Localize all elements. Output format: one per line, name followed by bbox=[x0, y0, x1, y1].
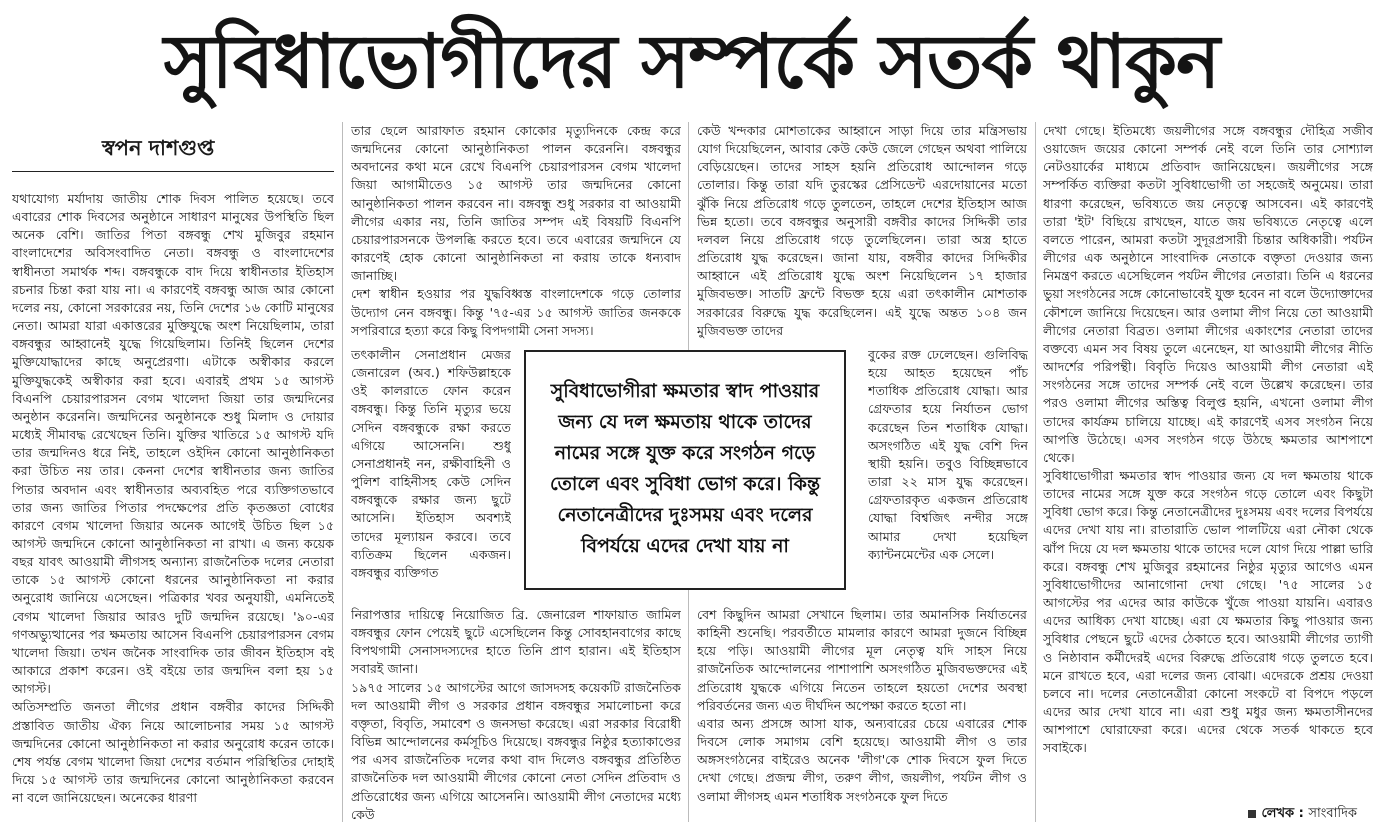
column-1 bbox=[12, 190, 334, 826]
pull-quote-text: সুবিধাভোগীরা ক্ষমতার স্বাদ পাওয়ার জন্য যে দল ক্ষমতায় থাকে তাদের নামের সঙ্গে যুক্ত করে সংগঠন গড়ে তোলে এবং সুবিধা ভোগ করে। কিন্তু নেতানেত্রীদের দুঃসময় এবং দলের বিপর্যয়ে এদের দেখা যায় না bbox=[549, 380, 821, 557]
column-2-paragraph-2: দেশ স্বাধীন হওয়ার পর যুদ্ধবিধ্বস্ত বাংলাদেশকে গড়ে তোলার উদ্যোগ নেন বঙ্গবন্ধু। কিন্তু '৭৫-এর ১৫ আগস্ট জাতির জনককে সপরিবারে হত্যা করে কিছু বিপদগামী সেনা সদস্য। bbox=[351, 286, 681, 338]
article-headline: সুবিধাভোগীদের সম্পর্কে সতর্ক থাকুন bbox=[163, 19, 1220, 105]
column-2-top bbox=[351, 122, 681, 346]
column-2-inset bbox=[351, 346, 511, 606]
column-3-top bbox=[697, 122, 1027, 346]
column-3-paragraph-3: এবার অন্য প্রসঙ্গে আসা যাক, অন্যবারের চেয়ে এবারের শোক দিবসে লোক সমাগম বেশি হয়েছে। আওয়ামী লীগ ও তার অঙ্গসংগঠনের বাইরেও অনেক 'লীগ'কে শোক দিবসে ফুল দিতে দেখা গেছে। প্রজন্ম লীগ, তরুণ লীগ, জয়লীগ, পর্যটন লীগ ও ওলামা লীগসহ এমন শতাধিক সংগঠনকে ফুল দিতে bbox=[697, 715, 1027, 804]
square-bullet-icon bbox=[1248, 810, 1256, 818]
column-1-paragraph-2: অতিসম্প্রতি জনতা লীগের প্রধান বঙ্গবীর কাদের সিদ্দিকী প্রস্তাবিত জাতীয় ঐক্য নিয়ে আলোচনার সময় ১৫ আগস্ট জন্মদিনের কোনো আনুষ্ঠানিকতা না করার অনুরোধ করেন তাকে। শেষ পর্যন্ত বেগম খালেদা জিয়া দেশের বর্তমান পরিস্থিতির দোহাই দিয়ে ১৫ আগস্ট তার জন্মদিনের কোনো আনুষ্ঠানিকতা করবেন না বলে জানিয়েছেন। অনেকের ধারণা bbox=[12, 699, 334, 806]
column-4-paragraph-2: সুবিধাভোগীরা ক্ষমতার স্বাদ পাওয়ার জন্য যে দল ক্ষমতায় থাকে তাদের নামের সঙ্গে যুক্ত করে সংগঠন গড়ে তোলে এবং কিছুটা সুবিধা ভোগ করে। কিন্তু নেতানেত্রীদের দুঃসময় এবং দলের বিপর্যয়ে এদের দেখা যায় না। রাতারাতি ভোল পালটিয়ে এরা নৌকা থেকে ঝাঁপ দিয়ে যে দল ক্ষমতায় থাকে তাদের দলে যোগ দিয়ে পাল্লা ভারি করে। বঙ্গবন্ধু শেখ মুজিবুর রহমানের নিষ্ঠুর মৃত্যুর আগেও এমন সুবিধাভোগীদের আনাগোনা দেখা গেছে। '৭৫ সালের ১৫ আগস্টের পর এদের আর কাউকে খুঁজে পাওয়া যায়নি। এবারও এদের আধিক্য দেখা যাচ্ছে। এরা যে ক্ষমতার কিছু পাওয়ার জন্য সুবিধার পেছনে ছুটে এদের ঠেকাতে হবে। আওয়ামী লীগের ত্যাগী ও নিষ্ঠাবান কর্মীদেরই এদের বিরুদ্ধে প্রতিরোধ গড়ে তুলতে হবে। মনে রাখতে হবে, এরা দলের জন্য বোঝা। এদেরকে প্রশ্রয় দেওয়া চলবে না। দলের নেতানেত্রীরা কোনো সংকটে বা বিপদে পড়লে এদের আর দেখা যাবে না। এরা শুধু মধুর জন্য ক্ষমতাসীনদের আশপাশে ঘোরাফেরা করে। এদের থেকে সতর্ক থাকতে হবে সবাইকে। bbox=[1043, 467, 1373, 756]
column-divider bbox=[342, 122, 343, 822]
column-3-inset bbox=[868, 346, 1028, 606]
column-3-bottom bbox=[697, 606, 1027, 828]
byline-divider bbox=[12, 171, 334, 172]
column-3-paragraph-2: বেশ কিছুদিন আমরা সেখানে ছিলাম। তার অমানসিক নির্যাতনের কাহিনী শুনেছি। পরবর্তীতে মামলার কারণে আমরা দুজনে বিচ্ছিন্ন হয়ে পড়ি। আওয়ামী লীগের মূল নেতৃত্ব যদি সাহস নিয়ে রাজনৈতিক আন্দোলনের পাশাপাশি অসংগঠিত মুজিবভক্তদের এই প্রতিরোধ যুদ্ধকে এগিয়ে নিতেন তাহলে হয়তো দেশের অবস্থা পরিবর্তনের জন্য এত দীর্ঘদিন অপেক্ষা করতে হতো না। bbox=[697, 607, 1027, 713]
column-2-bottom bbox=[351, 606, 681, 828]
author-label: লেখক : bbox=[1261, 806, 1304, 821]
column-2-paragraph-3: নিরাপত্তার দায়িত্বে নিয়োজিত ব্রি. জেনারেল শাফায়াত জামিল বঙ্গবন্ধুর ফোন পেয়েই ছুটে এসেছিলেন কিন্তু সোবহানবাগের কাছে বিপথগামী সেনাসদস্যদের হাতে তিনি প্রাণ হারান। এই ইতিহাস সবারই জানা। bbox=[351, 607, 681, 677]
column-2-paragraph-4: ১৯৭৫ সালের ১৫ আগস্টের আগে জাসদসহ কয়েকটি রাজনৈতিক দল আওয়ামী লীগ ও সরকার প্রধান বঙ্গবন্ধুর সমালোচনা করে বক্তৃতা, বিবৃতি, সমাবেশ ও জনসভা করেছে। এরা সরকার বিরোধী বিভিন্ন আন্দোলনের কর্মসূচিও দিয়েছে। বঙ্গবন্ধুর নিষ্ঠুর হত্যাকাণ্ডের পর এসব রাজনৈতিক দলের কথা বাদ দিলেও বঙ্গবন্ধুর প্রতিষ্ঠিত রাজনৈতিক দল আওয়ামী লীগের কোনো নেতা সেদিন প্রতিবাদ ও প্রতিরোধের জন্য এগিয়ে আসেননি। আওয়ামী লীগ নেতাদের মধ্যে কেউ bbox=[351, 679, 681, 822]
column-divider bbox=[1035, 122, 1036, 822]
pull-quote-box bbox=[524, 350, 846, 590]
column-2-inset-text: তৎকালীন সেনাপ্রধান মেজর জেনারেল (অব.) শফিউল্লাহকে ওই কালরাতে ফোন করেন বঙ্গবন্ধু। কিন্তু তিনি মৃত্যুর ভয়ে সেদিন বঙ্গবন্ধুকে রক্ষা করতে এগিয়ে আসেননি। শুধু সেনাপ্রধানই নন, রক্ষীবাহিনী ও পুলিশ বাহিনীসহ কেউ সেদিন বঙ্গবন্ধুকে রক্ষার জন্য ছুটে আসেনি। ইতিহাস অবশ্যই তাদের মূল্যায়ন করবে। তবে ব্যতিক্রম ছিলেন একজন। বঙ্গবন্ধুর ব্যক্তিগত bbox=[351, 347, 511, 580]
column-2-paragraph-1: তার ছেলে আরাফাত রহমান কোকোর মৃত্যুদিনকে কেন্দ্র করে জন্মদিনের কোনো আনুষ্ঠানিকতা পালন করেননি। বঙ্গবন্ধুর অবদানের কথা মনে রেখে বিএনপি চেয়ারপারসন বেগম খালেদা জিয়া আগামীতেও ১৫ আগস্ট তার জন্মদিনের কোনো আনুষ্ঠানিকতা পালন করবেন না। বঙ্গবন্ধু শুধু সরকার বা আওয়ামী লীগের একার নয়, তিনি জাতির সম্পদ এই বিষয়টি বিএনপি চেয়ারপারসনকে উপলব্ধি করতে হবে। তবে এবারের জন্মদিনে যে কারণেই হোক কোনো আনুষ্ঠানিকতা না করায় তাকে ধন্যবাদ জানাচ্ছি। bbox=[351, 123, 681, 284]
column-4-paragraph-1: দেখা গেছে। ইতিমধ্যে জয়লীগের সঙ্গে বঙ্গবন্ধুর দৌহিত্র সজীব ওয়াজেদ জয়ের কোনো সম্পর্ক নেই বলে তিনি তার সোশ্যাল নেটওয়ার্কের মাধ্যমে প্রতিবাদ জানিয়েছেন। জয়লীগের সঙ্গে সম্পর্কিত ব্যক্তিরা কতটা সুবিধাভোগী তা সহজেই অনুমেয়। তারা ধারণা করেছেন, ভবিষ্যতে জয় নেতৃত্বে আসবেন। এই কারণেই তারা 'ইট' বিছিয়ে রাখছেন, যাতে জয় ভবিষ্যতে নেতৃত্বে এলে বলতে পারেন, আমরা কতটা সুদূরপ্রসারী চিন্তার অধিকারী। পর্যটন লীগের এক অনুষ্ঠানে সাংবাদিক নেতাকে বক্তৃতা দেওয়ার জন্য নিমন্ত্রণ করতে এসেছিলেন পর্যটন লীগের নেতারা। তিনি এ ধরনের ভুয়া সংগঠনের সঙ্গে কোনোভাবেই যুক্ত হবেন না বলে উদ্যোক্তাদের কৌশলে জানিয়ে দিয়েছেন। আর ওলামা লীগ নিয়ে তো আওয়ামী লীগের নেতারা বিব্রত। ওলামা লীগের একাংশের নেতারা তাদের বক্তব্যে এমন সব বিষয় তুলে এনেছেন, যা আওয়ামী লীগের নীতি আদর্শের পরিপন্থী। বিবৃতি দিয়েও আওয়ামী লীগ নেতারা এই সংগঠনের সঙ্গে তাদের সম্পর্ক নেই বলে উল্লেখ করেছেন। তার পরও ওলামা লীগের অস্তিত্ব বিলুপ্ত হয়নি, এখনো ওলামা লীগ তাদের কার্যক্রম চালিয়ে যাচ্ছে। এই কারণেই এসব সংগঠন নিয়ে আপত্তি উঠেছে। এসব সংগঠন গড়ে উঠছে ক্ষমতার আশপাশে থেকে। bbox=[1043, 123, 1373, 465]
author-role: সাংবাদিক bbox=[1308, 806, 1357, 821]
column-1-paragraph-1: যথাযোগ্য মর্যাদায় জাতীয় শোক দিবস পালিত হয়েছে। তবে এবারের শোক দিবসের অনুষ্ঠানে সাধারণ মানুষের উপস্থিতি ছিল অনেক বেশি। জাতির পিতা বঙ্গবন্ধু শেখ মুজিবুর রহমান বাংলাদেশের অবিসংবাদিত নেতা। বঙ্গবন্ধু ও বাংলাদেশের স্বাধীনতা সমার্থক শব্দ। বঙ্গবন্ধুকে বাদ দিয়ে স্বাধীনতার ইতিহাস রচনার চিন্তা করা যায় না। এ কারণেই বঙ্গবন্ধু আজ আর কোনো দলের নয়, কোনো সরকারের নয়, তিনি দেশের ১৬ কোটি মানুষের নেতা। আমরা যারা একাত্তরের মুক্তিযুদ্ধে অংশ নিয়েছিলাম, তারা বঙ্গবন্ধুর আহ্বানেই যুদ্ধে গিয়েছিলাম। তিনিই ছিলেন দেশের মুক্তিযোদ্ধাদের কাছে অনুপ্রেরণা। এটাকে অস্বীকার করলে মুক্তিযুদ্ধকেই অস্বীকার করা হবে। এবারই প্রথম ১৫ আগস্ট বিএনপি চেয়ারপারসন বেগম খালেদা জিয়া তার জন্মদিনের অনুষ্ঠান করেননি। জন্মদিনের অনুষ্ঠানকে শুধু মিলাদ ও দোয়ার মধ্যেই সীমাবদ্ধ রেখেছেন তিনি। যুক্তির খাতিরে ১৫ আগস্ট যদি তার জন্মদিনও ধরে নিই, তাহলে ওইদিন কোনো আনুষ্ঠানিকতা করা উচিত নয় তার। কেননা দেশের স্বাধীনতার জন্য জাতির পিতার অবদান এবং স্বাধীনতার অব্যবহিত পরে ব্যক্তিগতভাবে তার জন্য জাতির পিতার পদক্ষেপের প্রতি কৃতজ্ঞতা বোধের কারণে বেগম খালেদা জিয়ার অনেক আগেই উচিত ছিল ১৫ আগস্ট জন্মদিনে কোনো আনুষ্ঠানিকতা না রাখা। এ জন্য কয়েক বছর যাবৎ আওয়ামী লীগসহ অন্যান্য রাজনৈতিক দলের নেতারা তাকে ১৫ আগস্ট কোনো ধরনের আনুষ্ঠানিকতা না করার অনুরোধ জানিয়ে এসেছেন। পত্রিকার খবর অনুযায়ী, এমনিতেই বেগম খালেদা জিয়ার আরও দুটি জন্মদিন রয়েছে। '৯০-এর গণঅভ্যুত্থানের পর ক্ষমতায় আসেন বিএনপি চেয়ারপারসন বেগম খালেদা জিয়া। তখন জনৈক সাংবাদিক তার জীবন ইতিহাস বই আকারে প্রকাশ করেন। ওই বইয়ে তার জন্মদিন বলা হয় ১৫ আগস্ট। bbox=[12, 191, 334, 697]
column-3-inset-text: বুকের রক্ত ঢেলেছেন। গুলিবিদ্ধ হয়ে আহত হয়েছেন পাঁচ শতাধিক প্রতিরোধ যোদ্ধা। আর গ্রেফতার হয়ে নির্যাতন ভোগ করেছেন তিন শতাধিক যোদ্ধা। অসংগঠিত এই যুদ্ধ বেশি দিন স্থায়ী হয়নি। তবুও বিচ্ছিন্নভাবে তারা ২২ মাস যুদ্ধ করেছেন। গ্রেফতারকৃত একজন প্রতিরোধ যোদ্ধা বিশ্বজিৎ নন্দীর সঙ্গে আমার দেখা হয়েছিল ক্যান্টনমেন্টের এক সেলে। bbox=[868, 347, 1028, 562]
column-4 bbox=[1043, 122, 1373, 802]
article-byline: স্বপন দাশগুপ্ত bbox=[102, 135, 215, 160]
column-3-paragraph-1: কেউ খন্দকার মোশতাকের আহ্বানে সাড়া দিয়ে তার মন্ত্রিসভায় যোগ দিয়েছিলেন, আবার কেউ কেউ জেলে গেছেন অথবা পালিয়ে বেড়িয়েছেন। তাদের সাহস হয়নি প্রতিরোধ আন্দোলন গড়ে তোলার। কিন্তু তারা যদি তুরস্কের প্রেসিডেন্ট এরদোয়ানের মতো ঝুঁকি নিয়ে প্রতিরোধ গড়ে তুলতেন, তাহলে দেশের ইতিহাস আজ ভিন্ন হতো। তবে বঙ্গবন্ধুর অনুসারী বঙ্গবীর কাদের সিদ্দিকী তার দলবল নিয়ে প্রতিরোধ গড়ে তুলেছিলেন। তারা অস্ত্র হাতে প্রতিরোধ যুদ্ধ করেছেন। জানা যায়, বঙ্গবীর কাদের সিদ্দিকীর আহ্বানে এই প্রতিরোধ যুদ্ধে অংশ নিয়েছিলেন ১৭ হাজার মুজিবভক্ত। সাতটি ফ্রন্টে বিভক্ত হয়ে এরা তৎকালীন মোশতাক সরকারের বিরুদ্ধে যুদ্ধ করেছিলেন। এই যুদ্ধে অন্তত ১০৪ জন মুজিবভক্ত তাদের bbox=[697, 123, 1027, 338]
author-note bbox=[1248, 804, 1357, 825]
